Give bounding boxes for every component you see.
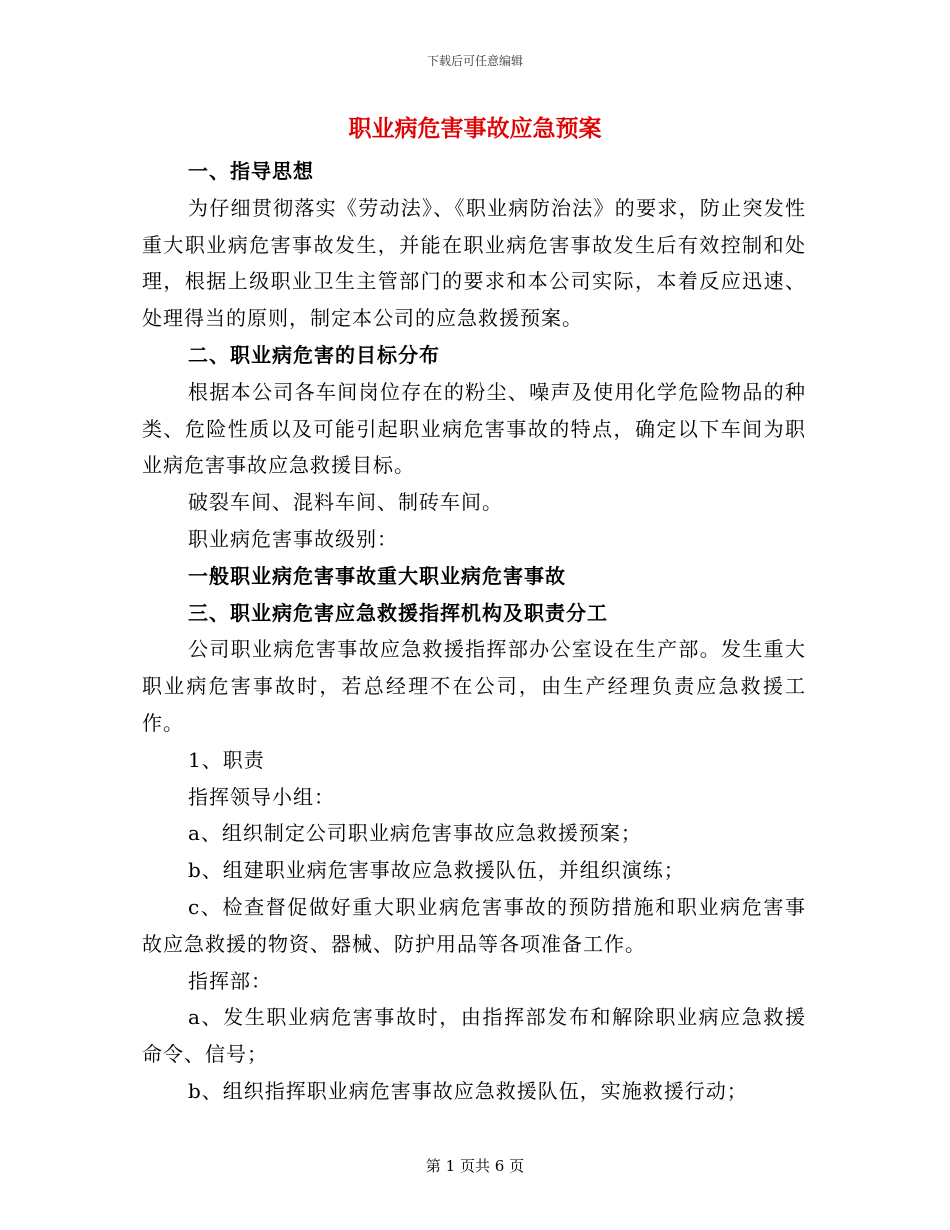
list-item: c、检查督促做好重大职业病危害事故的预防措施和职业病危害事故应急救援的物资、器械、防护用品等各项准备工作。: [142, 894, 806, 956]
list-item: b、组织指挥职业病危害事故应急救援队伍，实施救援行动；: [188, 1078, 748, 1103]
paragraph: 1、职责: [188, 747, 265, 772]
section-heading: 一、指导思想: [188, 159, 314, 183]
paragraph: 公司职业病危害事故应急救援指挥部办公室设在生产部。发生重大职业病危害事故时，若总经理不在公司，由生产经理负责应急救援工作。: [142, 637, 806, 735]
page-header: 下载后可任意编辑: [426, 54, 523, 68]
list-item: a、组织制定公司职业病危害事故应急救援预案；: [188, 821, 642, 846]
list-item: b、组建职业病危害事故应急救援队伍，并组织演练；: [188, 858, 685, 883]
document-body: [142, 153, 806, 1110]
paragraph: 破裂车间、混料车间、制砖车间。: [188, 490, 503, 515]
section-heading: 二、职业病危害的目标分布: [188, 342, 440, 367]
list-item: a、发生职业病危害事故时，由指挥部发布和解除职业病应急救援命令、信号；: [142, 1005, 806, 1067]
paragraph: 为仔细贯彻落实《劳动法》、《职业病防治法》的要求，防止突发性重大职业病危害事故发生，并能在职业病危害事故发生后有效控制和处理，根据上级职业卫生主管部门的要求和本公司实际，本着反应迅速、处理得当的原则，制定本公司的应急救援预案。: [142, 195, 806, 331]
page-footer: 第 1 页共 6 页: [425, 1157, 525, 1175]
section-heading: 三、职业病危害应急救援指挥机构及职责分工: [188, 600, 608, 625]
document-title: 职业病危害事故应急预案: [348, 116, 602, 142]
paragraph: 指挥部：: [188, 968, 272, 993]
paragraph: 职业病危害事故级别：: [188, 526, 398, 551]
paragraph: 根据本公司各车间岗位存在的粉尘、噪声及使用化学危险物品的种类、危险性质以及可能引起职业病危害事故的特点，确定以下车间为职业病危害事故应急救援目标。: [142, 379, 806, 478]
accident-level-heading: 一般职业病危害事故重大职业病危害事故: [188, 563, 566, 588]
paragraph: 指挥领导小组：: [188, 784, 335, 809]
